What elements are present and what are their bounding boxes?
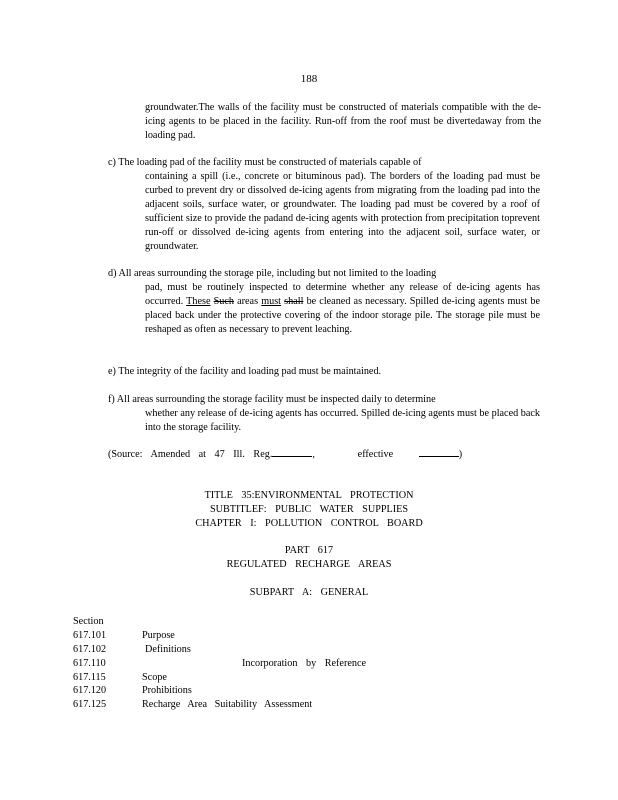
toc-label: Definitions — [145, 644, 191, 655]
toc-row — [73, 657, 373, 671]
toc-label: Purpose — [142, 630, 175, 641]
effective-date-blank — [419, 448, 459, 457]
paragraph-e-text: e) The integrity of the facility and loading pad must be maintained. — [108, 366, 382, 377]
title-heading: TITLE 35:ENVIRONMENTAL PROTECTION — [204, 490, 414, 501]
source-effective: effective — [357, 449, 394, 460]
toc-row — [73, 671, 373, 685]
toc-row — [73, 698, 373, 712]
subpart-heading: SUBPART A: GENERAL — [249, 587, 369, 598]
word-areas: areas — [237, 296, 259, 307]
toc-row — [73, 684, 373, 698]
source-close: ) — [458, 449, 463, 460]
register-blank — [272, 448, 312, 457]
paragraph-d-first-line: d) All areas surrounding the storage pile, including but not limited to the loading — [108, 268, 437, 279]
toc-row — [73, 643, 373, 657]
toc-number: 617.115 — [73, 672, 106, 683]
paragraph-d-text-a: pad, must be routinely inspected to determine whether any release of de-icing agents has occurred. — [145, 282, 540, 307]
section-label: Section — [73, 616, 104, 627]
paragraph-f-first-line: f) All areas surrounding the storage facility must be inspected daily to determine — [108, 394, 436, 405]
paragraph-d — [108, 267, 540, 337]
toc-row — [73, 629, 373, 643]
toc-number: 617.125 — [73, 699, 107, 710]
subtitle-heading: SUBTITLEF: PUBLIC WATER SUPPLIES — [209, 504, 409, 515]
paragraph-f-body: whether any release of de-icing agents has occurred. Spilled de-icing agents must be placed back into the storage facility. — [145, 408, 540, 433]
toc-number: 617.110 — [73, 658, 106, 669]
paragraph-d-body — [108, 281, 540, 337]
part-name-heading: REGULATED RECHARGE AREAS — [226, 559, 392, 570]
paragraph-b-continuation: groundwater.The walls of the facility must be constructed of materials compatible with the de-icing agents to be placed in the facility. Run-off from the roof must be divertedaway from the loading pad. — [145, 102, 541, 141]
toc-label: Incorporation by Reference — [242, 658, 367, 669]
toc-label: Scope — [142, 672, 167, 683]
toc-label: Prohibitions — [142, 685, 192, 696]
toc-label: Recharge Area Suitability Assessment — [142, 699, 313, 710]
toc-number: 617.102 — [73, 644, 107, 655]
paragraph-f — [108, 393, 540, 435]
paragraph-c — [108, 156, 540, 254]
source-note — [108, 448, 540, 462]
paragraph-c-body: containing a spill (i.e., concrete or bituminous pad). The borders of the loading pad must be curbed to prevent dry or dissolved de-icing agents from migrating from the loading pad into the adjacent soils, surface water, or groundwater. The loading pad must be covered by a roof of sufficient size to provide the padand de-icing agents with protection from precipitation toprevent run-off or dissolved de-icing agents from entering into the adjacent soil, surface water, or groundwater. — [145, 171, 540, 252]
toc-number: 617.120 — [73, 685, 107, 696]
chapter-heading: CHAPTER I: POLLUTION CONTROL BOARD — [195, 518, 423, 529]
page-number: 188 — [300, 73, 318, 85]
source-comma: , — [312, 449, 315, 460]
paragraph-d-text-b: be cleaned as necessary. Spilled de-icing agents must be placed back under the protective covering of the indoor storage pile. The storage pile must be reshaped as often as necessary to prevent leaching. — [145, 296, 541, 335]
inserted-word-must: must — [261, 296, 282, 307]
paragraph-c-first-line: c) The loading pad of the facility must be constructed of materials capable of — [108, 157, 422, 168]
source-prefix: (Source: Amended at 47 Ill. Reg. — [108, 449, 273, 460]
inserted-word-these: These — [186, 296, 211, 307]
deleted-word-such: Such — [213, 296, 234, 307]
deleted-word-shall: shall — [284, 296, 304, 307]
paragraph-e — [108, 365, 540, 379]
toc-number: 617.101 — [73, 630, 107, 641]
part-heading: PART 617 — [284, 545, 334, 556]
